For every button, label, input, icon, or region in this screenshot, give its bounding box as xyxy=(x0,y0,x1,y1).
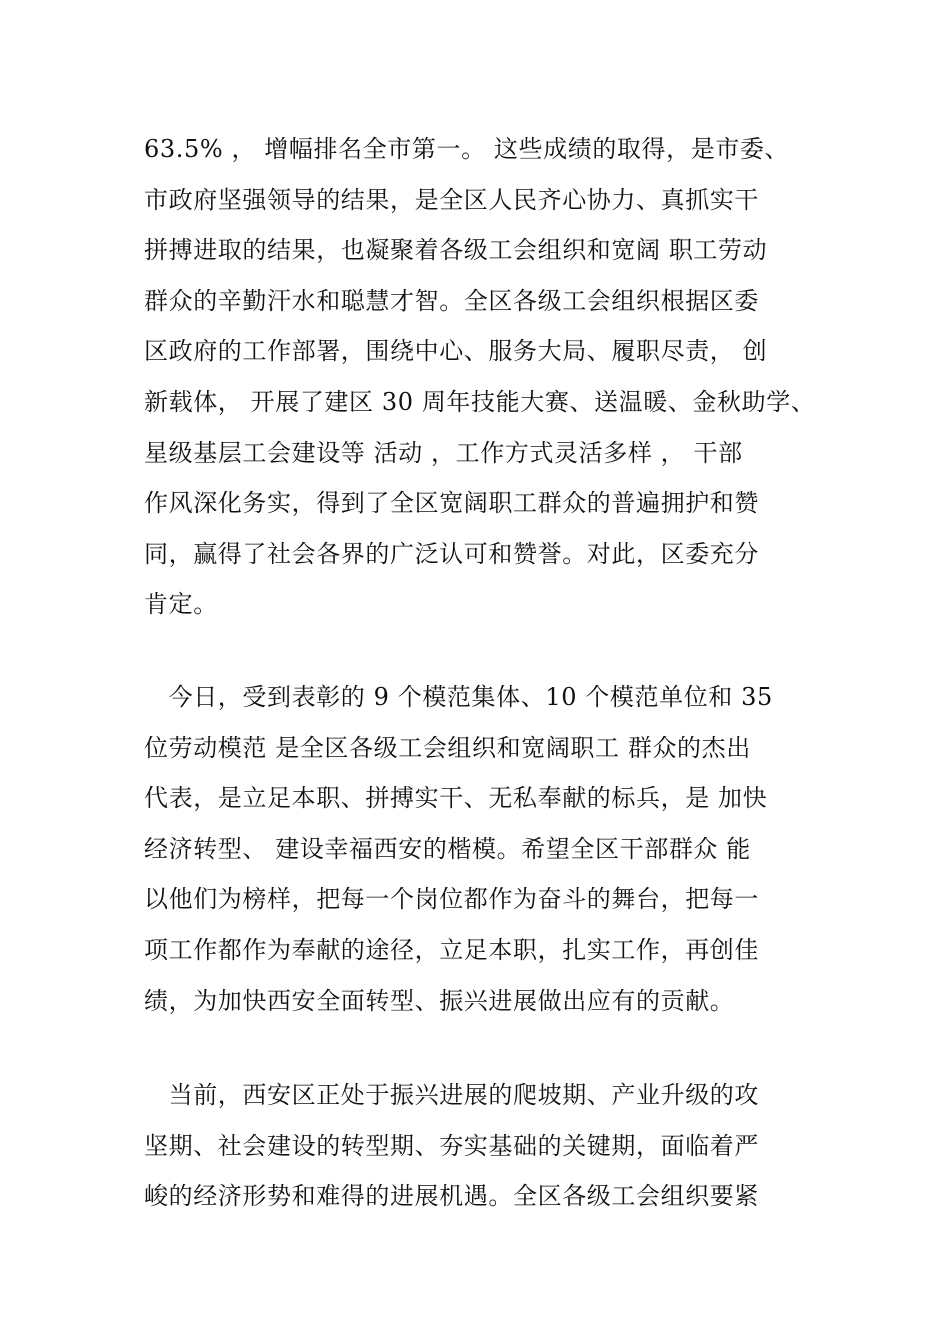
paragraph-line: 肯定。 xyxy=(144,590,218,619)
paragraph-line: 拼搏进取的结果，也凝聚着各级工会组织和宽阔 职工劳动 xyxy=(144,236,768,265)
paragraph-line: 峻的经济形势和难得的进展机遇。全区各级工会组织要紧 xyxy=(144,1182,759,1211)
paragraph-line: 市政府坚强领导的结果，是全区人民齐心协力、真抓实干 xyxy=(144,185,759,214)
paragraph-line: 绩，为加快西安全面转型、振兴进展做出应有的贡献。 xyxy=(144,986,735,1015)
paragraph-line: 位劳动模范 是全区各级工会组织和宽阔职工 群众的杰出 xyxy=(144,733,751,762)
paragraph-1 xyxy=(144,124,824,630)
paragraph-line: 经济转型、 建设幸福西安的楷模。希望全区干部群众 能 xyxy=(144,834,751,863)
paragraph-line: 作风深化务实，得到了全区宽阔职工群众的普遍拥护和赞 xyxy=(144,489,759,518)
paragraph-line: 星级基层工会建设等 活动 ，工作方式灵活多样 ， 干部 xyxy=(144,438,743,467)
paragraph-3 xyxy=(144,1070,824,1222)
paragraph-line: 今日，受到表彰的 9 个模范集体、10 个模范单位和 35 xyxy=(144,683,773,711)
paragraph-line: 当前，西安区正处于振兴进展的爬坡期、产业升级的攻 xyxy=(144,1081,759,1109)
paragraph-line: 群众的辛勤汗水和聪慧才智。全区各级工会组织根据区委 xyxy=(144,286,759,315)
paragraph-line: 63.5% ， 增幅排名全市第一。 这些成绩的取得，是市委、 xyxy=(144,135,790,163)
paragraph-line: 代表，是立足本职、拼搏实干、无私奉献的标兵，是 加快 xyxy=(144,784,768,813)
paragraph-line: 坚期、社会建设的转型期、夯实基础的关键期，面临着严 xyxy=(144,1131,759,1160)
paragraph-line: 同，赢得了社会各界的广泛认可和赞誉。对此，区委充分 xyxy=(144,539,759,568)
paragraph-line: 项工作都作为奉献的途径，立足本职，扎实工作，再创佳 xyxy=(144,935,759,964)
paragraph-line: 新载体， 开展了建区 30 周年技能大赛、送温暖、金秋助学、 xyxy=(144,387,816,416)
paragraph-line: 区政府的工作部署，围绕中心、服务大局、履职尽责， 创 xyxy=(144,337,768,366)
paragraph-line: 以他们为榜样，把每一个岗位都作为奋斗的舞台，把每一 xyxy=(144,885,759,914)
paragraph-2 xyxy=(144,672,824,1026)
